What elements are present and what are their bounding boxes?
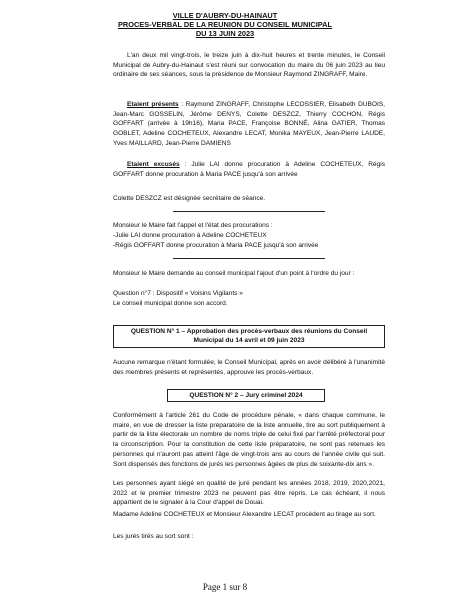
addition-paragraph: Monsieur le Maire demande au conseil municipal l'ajout d'un point à l'ordre du jour :: [113, 270, 355, 277]
excuses-paragraph: [113, 160, 385, 179]
question-2-paragraph-4: Les jurés tirés au sort sont :: [113, 533, 194, 540]
header-title: PROCES-VERBAL DE LA REUNION DU CONSEIL MUNICIPAL: [117, 20, 333, 29]
question-2-title: QUESTION N° 2 – Jury criminel 2024: [189, 392, 303, 399]
header-town: VILLE D'AUBRY-DU-HAINAUT: [172, 11, 278, 20]
addition-question: Question n°7 : Dispositif « Voisins Vigilants »: [113, 290, 243, 297]
secretary-paragraph: Colette DESZCZ est désignée secrétaire de séance.: [113, 195, 266, 202]
question-2-paragraph-1: Conformément à l'article 261 du Code de procédure pénale, « dans chaque commune, le maire, en vue de dresser la liste préparatoire de la liste annuelle, tire au sort publiquement à partir de la liste électorale un nombre de noms triple de celui fixé par l'arrêté préfectoral pour la circonscription. Pour la constitution de cette liste préparatoire, ne sont pas retenues les personnes qui n'auront pas atteint l'âge de vingt-trois ans au cours de l'année civile qui suit. Sont dispensés des fonctions de jurés les personnes âgées de plus de soixante-dix ans ».: [113, 412, 385, 468]
addition-agreed: Le conseil municipal donne son accord.: [113, 300, 228, 307]
presents-paragraph: [113, 100, 385, 149]
question-1-text: Aucune remarque n'étant formulée, le Conseil Municipal, après en avoir délibéré à l'unanimité des membres présents et représentés, approuve les procès-verbaux.: [113, 359, 385, 376]
question-1-title-box: [113, 325, 385, 348]
excuses-list: : Julie LAI donne procuration à Adeline COCHETEUX, Régis GOFFART donne procuration à Maria PACE jusqu'à son arrivée: [113, 161, 385, 178]
page-number: Page 1 sur 8: [202, 582, 248, 592]
presents-list: : Raymond ZINGRAFF, Christophe LECOSSIER, Elisabeth DUBOIS, Jean-Marc GOSSELIN, Jérôme DENYS, Colette DESZCZ, Thierry COCHON, Régis GOFFART (arrivée à 19h16), Maria PACE, Françoise BONNÉ, Alina GATIER, Thomas GOBLET, Adeline COCHETEUX, Alexandre LECAT, Monika MAYEUX, Jean-Pierre LAUDE, Yves MAILLARD, Jean-Pierre DAMIENS: [113, 101, 386, 147]
question-2-title-box: [167, 389, 325, 402]
question-1-title-line-2: Municipal du 14 avril et 09 juin 2023: [193, 337, 305, 345]
excuses-label: Etaient excusés: [127, 161, 180, 168]
appel-line-3: -Régis GOFFART donne procuration à Maria PACE jusqu'à son arrivée: [113, 242, 319, 249]
presents-label: Etaient présents: [127, 101, 179, 108]
appel-line-1: Monsieur le Maire fait l'appel et l'état des procurations :: [113, 222, 273, 229]
separator-rule: [173, 211, 325, 212]
separator-rule: [173, 258, 325, 259]
intro-paragraph: L'an deux mil vingt-trois, le treize juin à dix-huit heures et trente minutes, le Conseil Municipal de Aubry-du-Hainaut s'est réuni sur convocation du maire du 06 juin 2023 au lieu ordinaire de ses séances, sous la présidence de Monsieur Raymond ZINGRAFF, Maire.: [113, 52, 385, 79]
question-1-title-line-1: QUESTION N° 1 – Approbation des procès-verbaux des réunions du Conseil: [130, 328, 368, 335]
question-2-paragraph-2: Les personnes ayant siégé en qualité de juré pendant les années 2018, 2019, 2020,2021, 2022 et le premier trimestre 2023 ne peuvent pas être repris. Le cas échéant, il nous appartient de le signaler à la Cour d'appel de Douai.: [113, 480, 385, 507]
header-date: DU 13 JUIN 2023: [195, 29, 255, 38]
question-2-paragraph-3: Madame Adeline COCHETEUX et Monsieur Alexandre LECAT procèdent au tirage au sort.: [113, 511, 376, 518]
appel-line-2: -Julie LAI donne procuration à Adeline COCHETEUX: [113, 232, 267, 239]
